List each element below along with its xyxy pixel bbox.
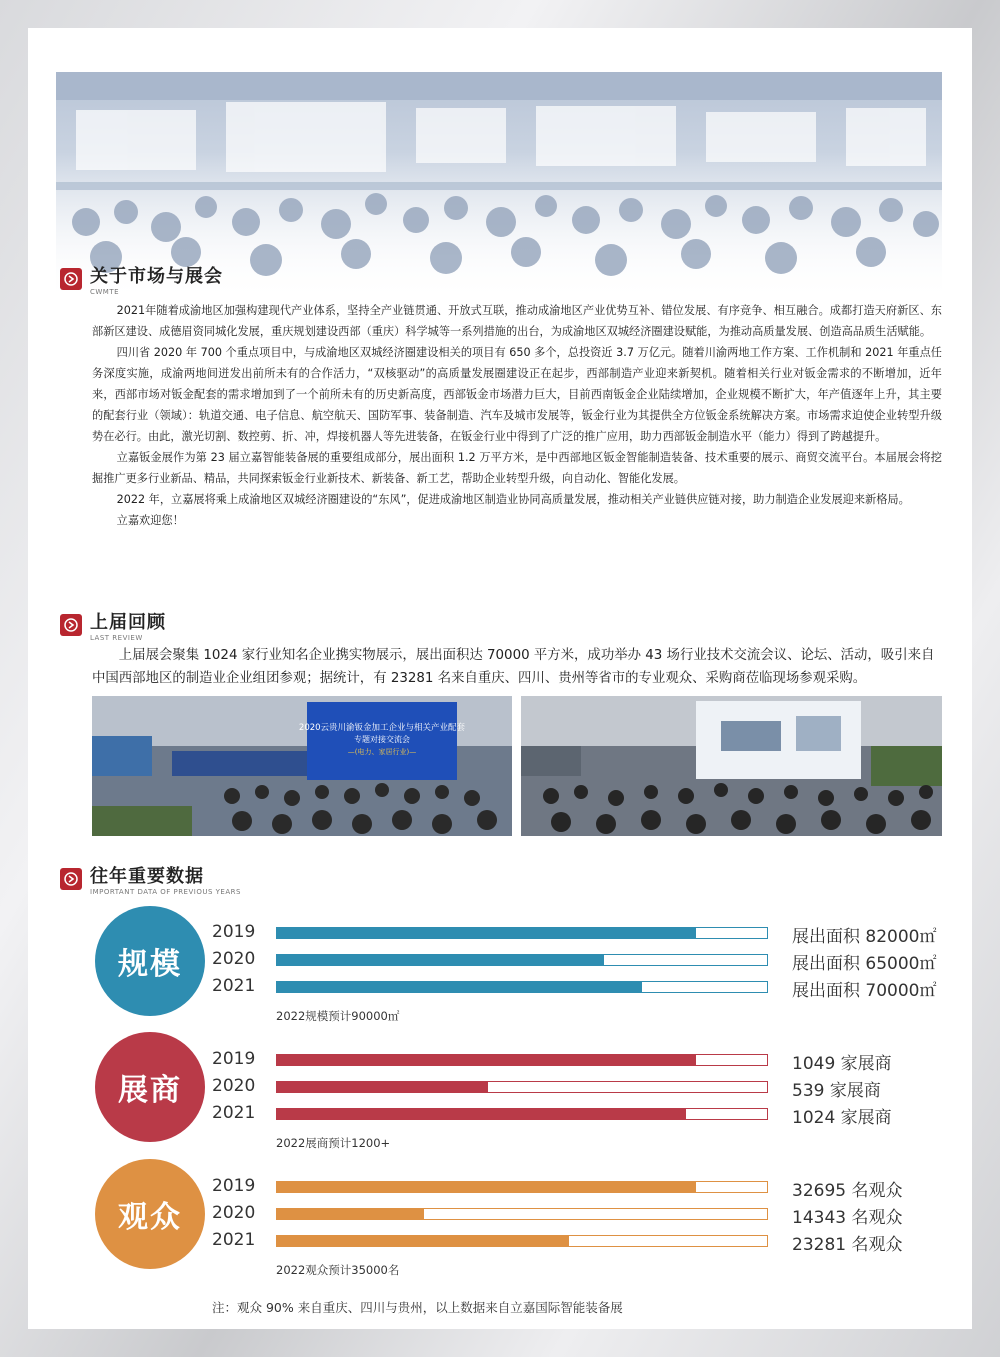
bar-track — [276, 981, 768, 993]
section-title: 关于市场与展会 — [90, 266, 223, 287]
bar-track — [276, 1208, 768, 1220]
bar-track — [276, 1054, 768, 1066]
forecast-label: 2022规模预计90000㎡ — [276, 1009, 400, 1023]
paragraph: 2021年随着成渝地区加强构建现代产业体系，坚持全产业链贯通、开放式互联，推动成渝地区产业优势互补、错位发展、有序竞争、相互融合。成都打造天府新区、东部新区建设、成德眉资同城化发展，重庆规划建设西部（重庆）科学城等一系列措施的出台，为成渝地区双城经济圈建设赋能，为推动高质量发展、创造高品质生活赋能。 — [92, 304, 942, 338]
section-subtitle: CWMTE — [90, 288, 120, 296]
bar-track — [276, 954, 768, 966]
paragraph: 2022 年，立嘉展将乘上成渝地区双城经济圈建设的“东风”，促进成渝地区制造业协同高质量发展，推动相关产业链供应链对接，助力制造企业发展迎来新格局。 — [116, 493, 910, 506]
value-label: 14343 名观众 — [792, 1208, 903, 1228]
banner-subtitle: 专题对接交流会 — [354, 735, 410, 744]
bar-fill — [277, 1182, 696, 1192]
bar-track — [276, 1181, 768, 1193]
value-label: 23281 名观众 — [792, 1235, 903, 1255]
scale-circle: 规模 — [95, 906, 205, 1016]
review-text — [92, 644, 942, 690]
footnote: 注：观众 90% 来自重庆、四川与贵州，以上数据来自立嘉国际智能装备展 — [212, 1300, 623, 1315]
section-title: 往年重要数据 — [90, 866, 204, 887]
paragraph: 立嘉钣金展作为第 23 届立嘉智能装备展的重要组成部分，展出面积 1.2 万平方米，是中西部地区钣金智能制造装备、技术重要的展示、商贸交流平台。本届展会将挖掘推广更多行业新品、精品，共同探索钣金行业新技术、新装备、新工艺，帮助企业转型升级，向自动化、智能化发展。 — [92, 451, 942, 485]
section-about-header — [60, 266, 223, 296]
year-label: 2019 — [212, 1049, 256, 1069]
year-label: 2019 — [212, 922, 256, 942]
paragraph: 上届展会聚集 1024 家行业知名企业携实物展示，展出面积达 70000 平方米，成功举办 43 场行业技术交流会议、论坛、活动，吸引来自中国西部地区的制造业企业组团参观；据统计，有 23281 名来自重庆、四川、贵州等省市的专业观众、采购商莅临现场参观采购。 — [92, 648, 935, 686]
year-label: 2021 — [212, 1103, 256, 1123]
bar-fill — [277, 1209, 424, 1219]
bar-fill — [277, 955, 604, 965]
value-label: 32695 名观众 — [792, 1181, 903, 1201]
value-label: 539 家展商 — [792, 1081, 881, 1101]
bar-fill — [277, 1082, 488, 1092]
bar-track — [276, 1081, 768, 1093]
value-label: 展出面积 70000㎡ — [792, 981, 937, 1001]
value-label: 展出面积 65000㎡ — [792, 954, 937, 974]
year-label: 2020 — [212, 1203, 256, 1223]
value-label: 1024 家展商 — [792, 1108, 892, 1128]
bar-track — [276, 927, 768, 939]
paragraph: 立嘉欢迎您！ — [116, 514, 184, 527]
bar-track — [276, 1108, 768, 1120]
conference-photo-right — [521, 696, 942, 836]
chevron-right-icon — [60, 268, 82, 290]
year-label: 2021 — [212, 1230, 256, 1250]
bar-fill — [277, 1109, 686, 1119]
visitors-circle: 观众 — [95, 1159, 205, 1269]
chevron-right-icon — [60, 868, 82, 890]
year-label: 2020 — [212, 1076, 256, 1096]
forecast-label: 2022展商预计1200+ — [276, 1136, 391, 1150]
paragraph: 四川省 2020 年 700 个重点项目中，与成渝地区双城经济圈建设相关的项目有 650 多个，总投资近 3.7 万亿元。随着川渝两地工作方案、工作机制和 2021 年重点任务深度实施，成渝两地间迸发出前所未有的合作活力，“双核驱动”的高质量发展圈建设正在起步，西部制造产业迎来新契机。随着相关行业对钣金需求的不断增加，近年来，西部市场对钣金配套的需求增加到了一个前所未有的历史新高度，西部钣金市场潜力巨大，目前西南钣金企业陆续增加，企业规模不断扩大，年产值逐年上升，其主要的配套行业（领域）：轨道交通、电子信息、航空航天、国防军事、装备制造、汽车及城市发展等，钣金行业为其提供全方位钣金系统解决方案。市场需求迫使企业转型升级势在必行。由此，激光切割、数控剪、折、冲，焊接机器人等先进装备，在钣金行业中得到了广泛的推广应用，助力西部钣金制造水平（能力）得到了跨越提升。 — [92, 346, 942, 443]
exhibitors-circle: 展商 — [95, 1032, 205, 1142]
banner-title: 2020云贵川渝钣金加工企业与相关产业配套 — [298, 723, 466, 733]
year-label: 2019 — [212, 1176, 256, 1196]
section-data-header — [60, 866, 241, 896]
banner-tag: —(电力、家居行业)— — [347, 748, 417, 756]
value-label: 展出面积 82000㎡ — [792, 927, 937, 947]
year-label: 2021 — [212, 976, 256, 996]
conference-photo-left — [92, 696, 512, 836]
bar-fill — [277, 928, 696, 938]
forecast-label: 2022观众预计35000名 — [276, 1263, 400, 1277]
section-subtitle: IMPORTANT DATA OF PREVIOUS YEARS — [90, 888, 241, 896]
bar-fill — [277, 1236, 569, 1246]
chevron-right-icon — [60, 614, 82, 636]
year-label: 2020 — [212, 949, 256, 969]
section-title: 上届回顾 — [90, 612, 166, 633]
value-label: 1049 家展商 — [792, 1054, 892, 1074]
bar-fill — [277, 982, 642, 992]
about-text — [92, 300, 942, 531]
bar-fill — [277, 1055, 696, 1065]
section-subtitle: LAST REVIEW — [90, 634, 143, 642]
bar-track — [276, 1235, 768, 1247]
section-review-header — [60, 612, 166, 642]
